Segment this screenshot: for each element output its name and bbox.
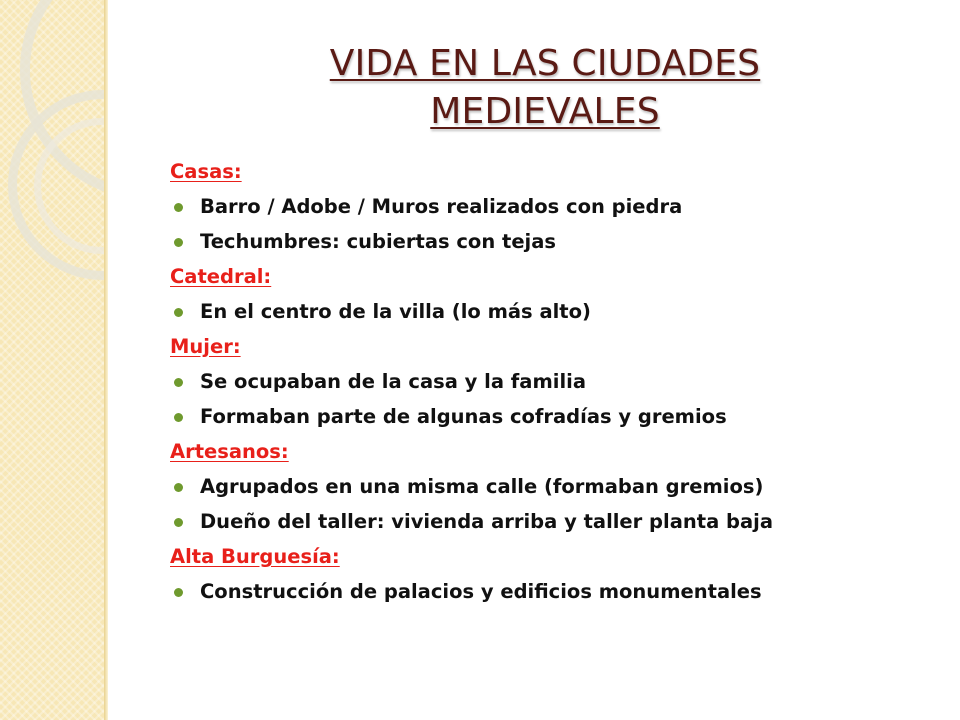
section-heading-casas: Casas: bbox=[170, 160, 242, 183]
bullet-item bbox=[170, 576, 930, 611]
bullet-text: Formaban parte de algunas cofradías y gremios bbox=[200, 405, 727, 428]
section-heading-artesanos: Artesanos: bbox=[170, 440, 289, 463]
bullet-dot-icon bbox=[174, 378, 183, 387]
bullet-dot-icon bbox=[174, 413, 183, 422]
bullet-text: Techumbres: cubiertas con tejas bbox=[200, 230, 556, 253]
bullet-item bbox=[170, 366, 930, 401]
bullet-item bbox=[170, 226, 930, 261]
bullet-item bbox=[170, 471, 930, 506]
bullet-text: Construcción de palacios y edificios monumentales bbox=[200, 580, 762, 603]
slide-title bbox=[200, 40, 890, 136]
title-line-1: VIDA EN LAS CIUDADES bbox=[329, 43, 761, 84]
bullet-dot-icon bbox=[174, 518, 183, 527]
bullet-text: Se ocupaban de la casa y la familia bbox=[200, 370, 586, 393]
bullet-dot-icon bbox=[174, 308, 183, 317]
bullet-item bbox=[170, 401, 930, 436]
bullet-dot-icon bbox=[174, 588, 183, 597]
slide-content bbox=[170, 156, 930, 611]
section-heading-alta-burguesia: Alta Burguesía: bbox=[170, 545, 340, 568]
bullet-item bbox=[170, 191, 930, 226]
bullet-item bbox=[170, 296, 930, 331]
section-heading-mujer: Mujer: bbox=[170, 335, 241, 358]
section-heading-catedral: Catedral: bbox=[170, 265, 272, 288]
bullet-text: Dueño del taller: vivienda arriba y taller planta baja bbox=[200, 510, 773, 533]
bullet-item bbox=[170, 506, 930, 541]
bullet-text: En el centro de la villa (lo más alto) bbox=[200, 300, 591, 323]
bullet-dot-icon bbox=[174, 203, 183, 212]
decorative-side-band bbox=[0, 0, 104, 720]
bullet-dot-icon bbox=[174, 483, 183, 492]
title-line-2: MEDIEVALES bbox=[430, 91, 660, 132]
side-band-edge bbox=[104, 0, 108, 720]
bullet-text: Barro / Adobe / Muros realizados con piedra bbox=[200, 195, 683, 218]
bullet-text: Agrupados en una misma calle (formaban gremios) bbox=[200, 475, 764, 498]
bullet-dot-icon bbox=[174, 238, 183, 247]
